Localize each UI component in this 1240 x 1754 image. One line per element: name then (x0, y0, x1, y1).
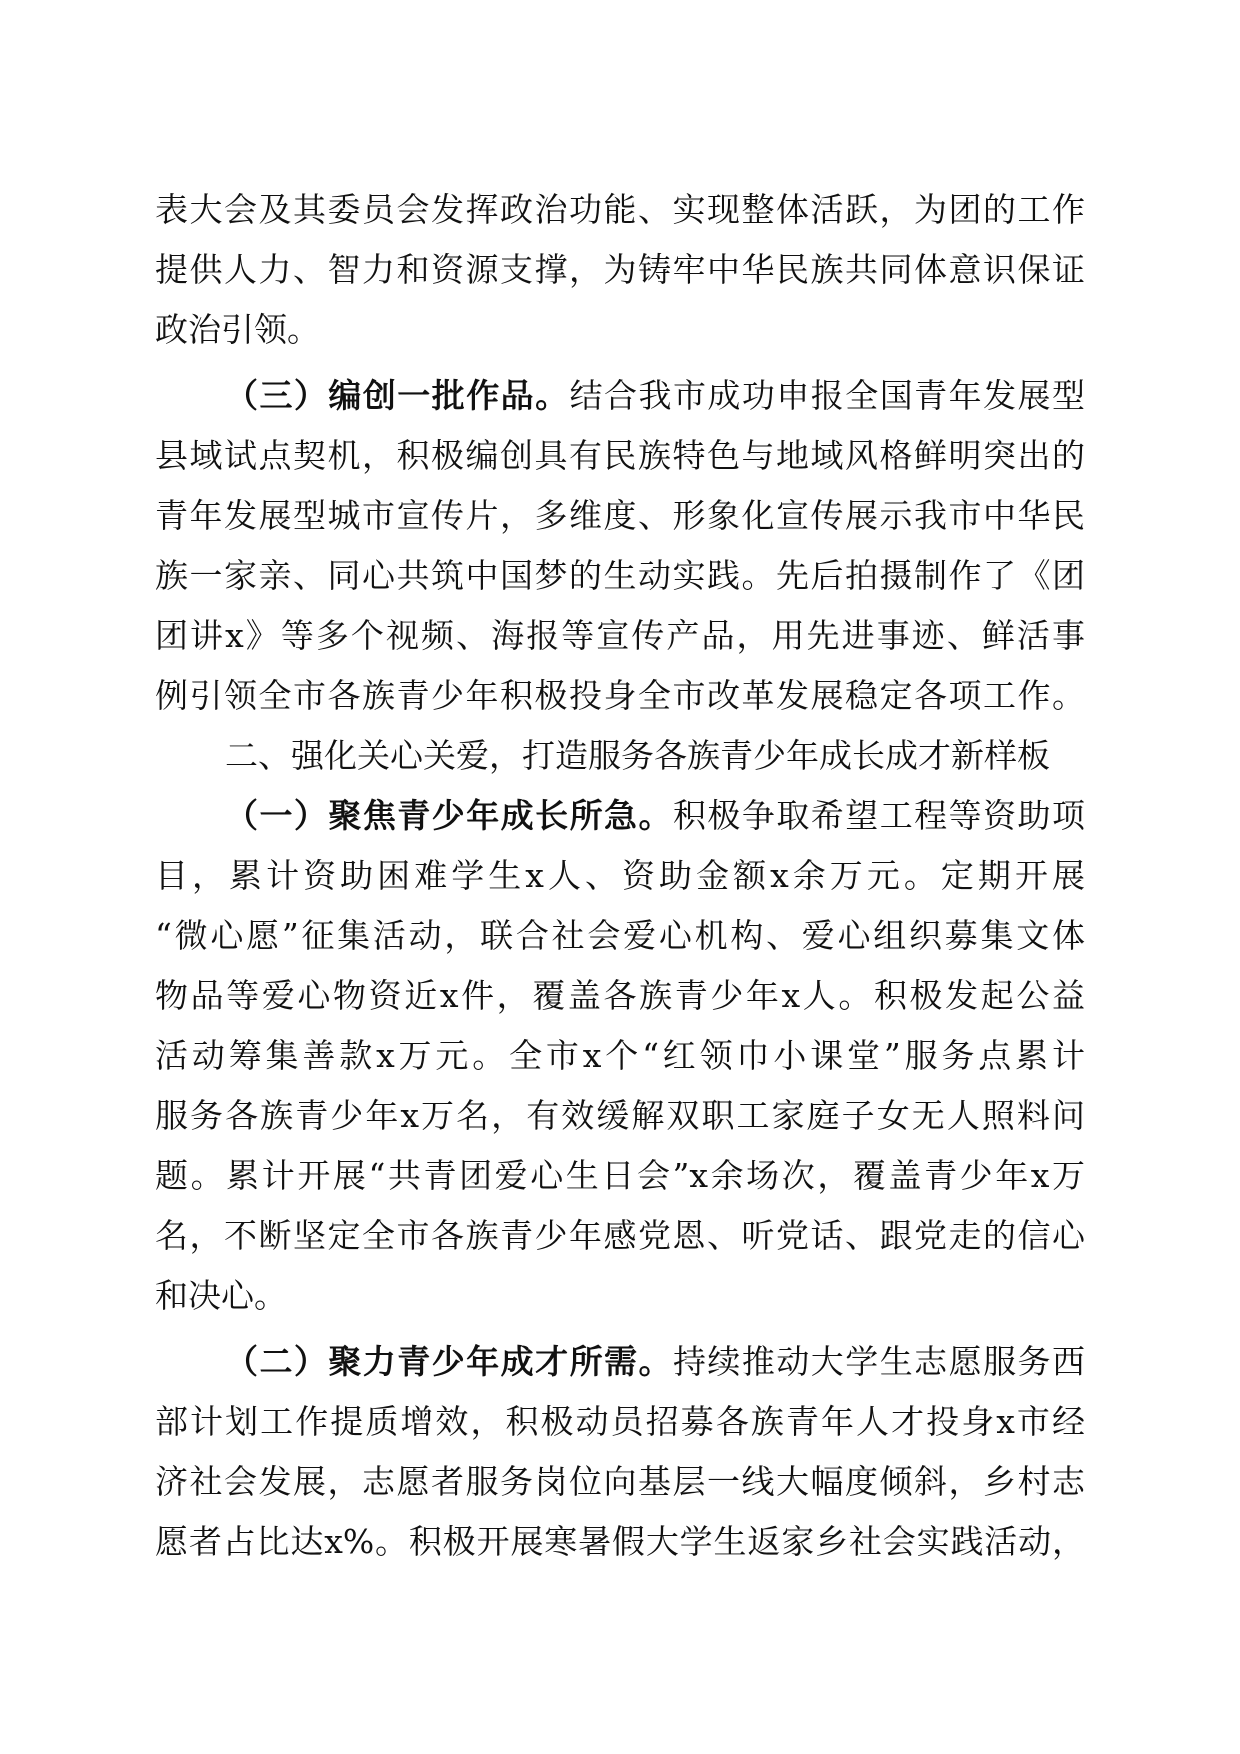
text-line: 名，不断坚定全市各族青少年感党恩、听党话、跟党走的信心 (155, 1216, 1085, 1255)
section-lead: （一）聚焦青少年成长所急。 (225, 796, 673, 835)
paragraph-first-line (225, 1332, 1085, 1392)
text-line: 团讲x》等多个视频、海报等宣传产品，用先进事迹、鲜活事 (155, 616, 1085, 655)
text-run: 持续推动大学生志愿服务西 (672, 1342, 1086, 1381)
text-line: 提供人力、智力和资源支撑，为铸牢中华民族共同体意识保证 (155, 250, 1085, 289)
text-line: 济社会发展，志愿者服务岗位向基层一线大幅度倾斜，乡村志 (155, 1462, 1085, 1501)
text-line: 政治引领。 (155, 310, 320, 349)
text-line: 例引领全市各族青少年积极投身全市改革发展稳定各项工作。 (155, 676, 1085, 715)
text-line: 部计划工作提质增效，积极动员招募各族青年人才投身x市经 (155, 1402, 1085, 1441)
paragraph-first-line (225, 786, 1085, 846)
text-run: 积极争取希望工程等资助项 (672, 796, 1086, 835)
text-line: 愿者占比达x%。积极开展寒暑假大学生返家乡社会实践活动， (155, 1522, 1085, 1561)
text-line: 表大会及其委员会发挥政治功能、实现整体活跃，为团的工作 (155, 190, 1085, 229)
text-line: 物品等爱心物资近x件，覆盖各族青少年x人。积极发起公益 (155, 976, 1085, 1015)
text-line: 服务各族青少年x万名，有效缓解双职工家庭子女无人照料问 (155, 1096, 1085, 1135)
text-line: 和决心。 (155, 1276, 287, 1315)
text-line: 题。累计开展“共青团爱心生日会”x余场次，覆盖青少年x万 (155, 1156, 1085, 1195)
text-line: 活动筹集善款x万元。全市x个“红领巾小课堂”服务点累计 (155, 1036, 1085, 1075)
section-lead: （二）聚力青少年成才所需。 (225, 1342, 673, 1381)
section-heading: 二、强化关心关爱，打造服务各族青少年成长成才新样板 (225, 736, 1050, 775)
paragraph-first-line (225, 366, 1085, 426)
text-line: “微心愿”征集活动，联合社会爱心机构、爱心组织募集文体 (155, 916, 1085, 955)
text-line: 青年发展型城市宣传片，多维度、形象化宣传展示我市中华民 (155, 496, 1085, 535)
text-line: 目，累计资助困难学生x人、资助金额x余万元。定期开展 (155, 856, 1085, 895)
text-line: 族一家亲、同心共筑中国梦的生动实践。先后拍摄制作了《团 (155, 556, 1085, 595)
text-line: 县域试点契机，积极编创具有民族特色与地域风格鲜明突出的 (155, 436, 1085, 475)
section-lead: （三）编创一批作品。 (225, 376, 570, 415)
text-run: 结合我市成功申报全国青年发展型 (569, 376, 1086, 415)
